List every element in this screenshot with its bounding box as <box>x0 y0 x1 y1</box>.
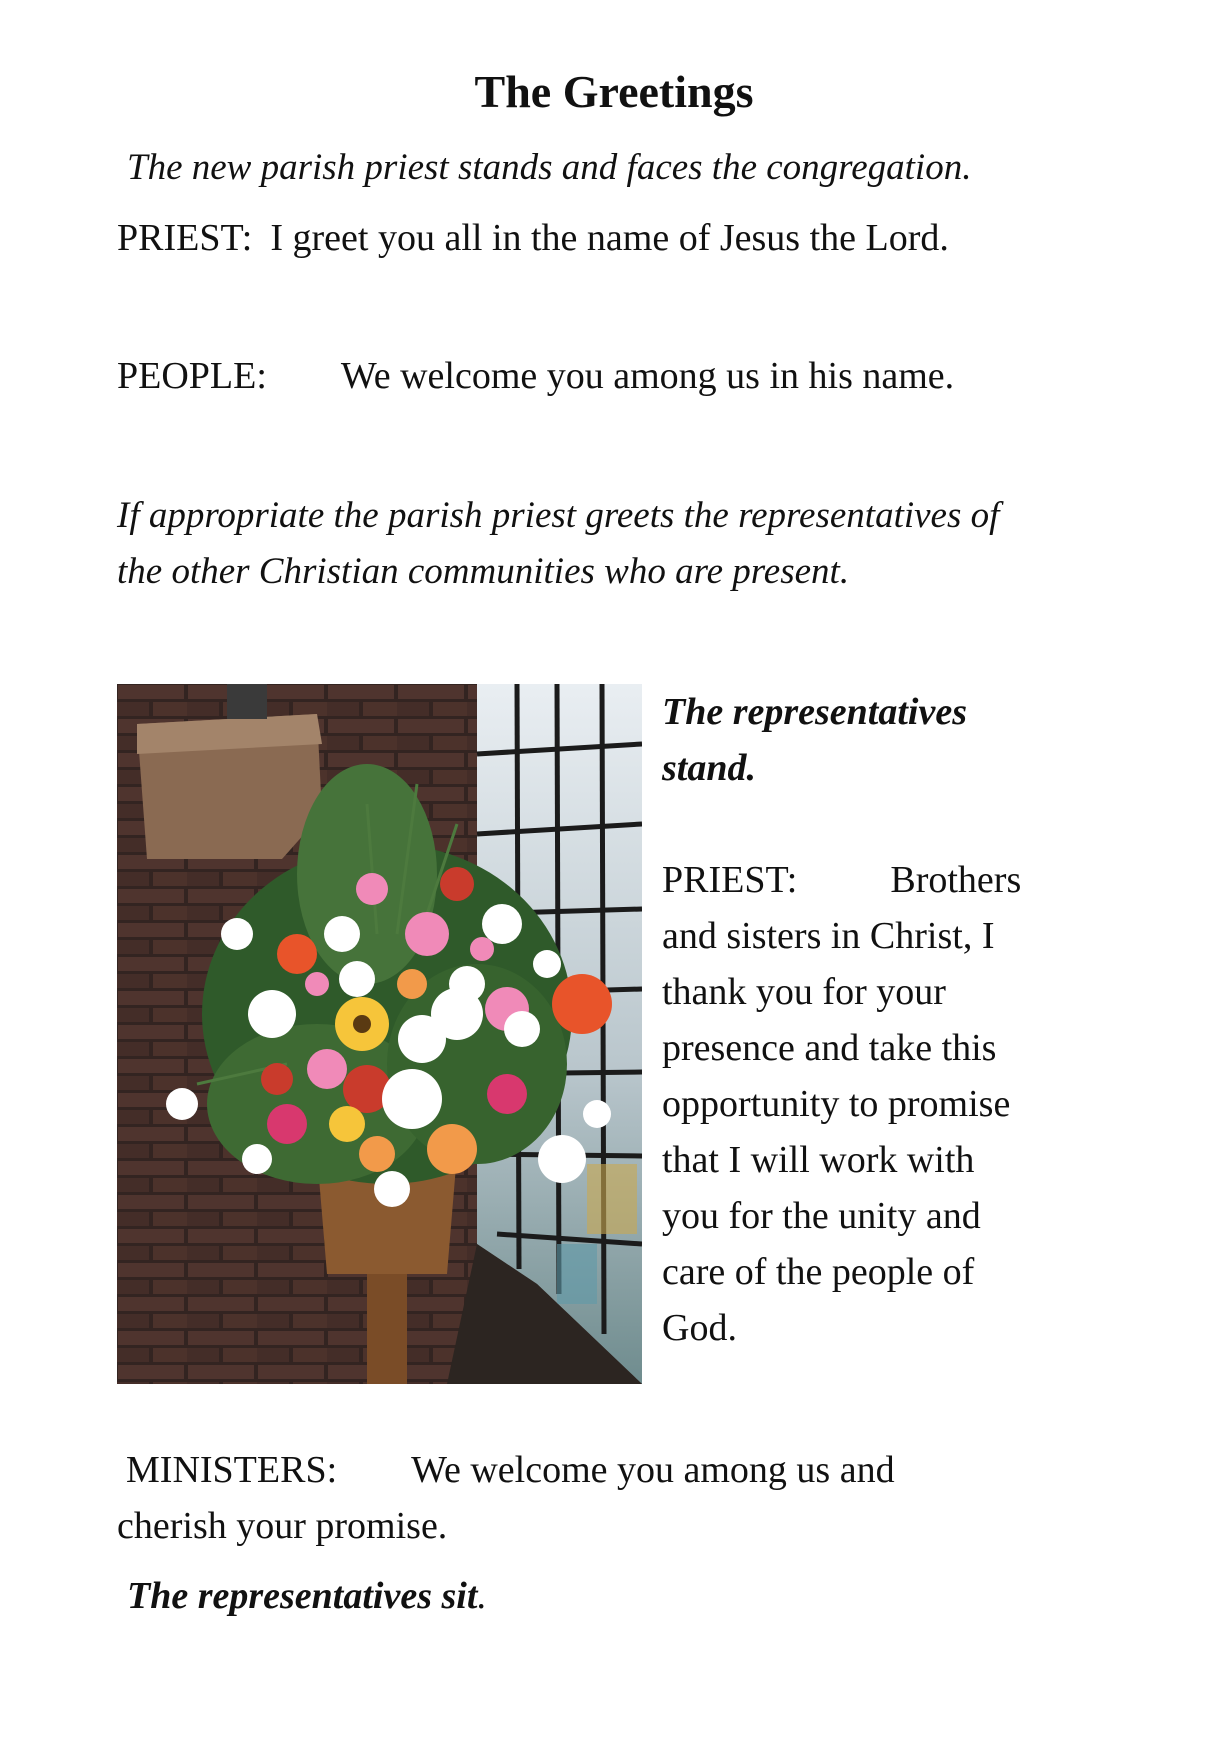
promise-line-6: that I will work with <box>662 1139 975 1181</box>
people-response <box>117 348 954 404</box>
page-title: The Greetings <box>474 66 754 117</box>
ministers-response <box>117 1442 895 1554</box>
promise-line-8: care of the people of <box>662 1251 975 1293</box>
rubric-sit-main: The representatives sit <box>127 1575 478 1617</box>
rubric-line-2: the other Christian communities who are present. <box>117 551 850 592</box>
side-column <box>662 684 1082 1356</box>
side-rubric-line-2: stand. <box>662 747 756 789</box>
promise-line-3: thank you for your <box>662 971 946 1013</box>
rubric-representatives-stand <box>662 684 1082 796</box>
promise-line-4: presence and take this <box>662 1027 997 1069</box>
side-rubric-line-1: The representatives <box>662 691 968 733</box>
rubric-line-1: If appropriate the parish priest greets the representatives of <box>117 495 1000 536</box>
priest-promise <box>662 852 1082 1356</box>
flower-arrangement-photo <box>117 684 642 1384</box>
ministers-speaker-label: MINISTERS: <box>126 1449 338 1491</box>
priest-greeting <box>117 210 949 266</box>
promise-line-9: God. <box>662 1307 737 1349</box>
promise-line-1: Brothers <box>890 859 1022 901</box>
promise-line-5: opportunity to promise <box>662 1083 1011 1125</box>
priest-speaker-label: PRIEST: <box>117 217 253 259</box>
promise-line-2: and sisters in Christ, I <box>662 915 995 957</box>
priest-greeting-text: I greet you all in the name of Jesus the Lord. <box>270 217 949 259</box>
rubric-sit-end: . <box>477 1575 487 1617</box>
side-speaker-label: PRIEST: <box>662 859 798 901</box>
promise-line-7: you for the unity and <box>662 1195 981 1237</box>
people-speaker-label: PEOPLE: <box>117 355 267 397</box>
ministers-line-1: We welcome you among us and <box>411 1449 895 1491</box>
rubric-representatives-greeting <box>117 488 999 600</box>
rubric-priest-stands: The new parish priest stands and faces the congregation. <box>127 147 972 188</box>
rubric-representatives-sit <box>127 1568 487 1624</box>
people-response-text: We welcome you among us in his name. <box>340 355 955 397</box>
ministers-line-2: cherish your promise. <box>117 1505 448 1547</box>
